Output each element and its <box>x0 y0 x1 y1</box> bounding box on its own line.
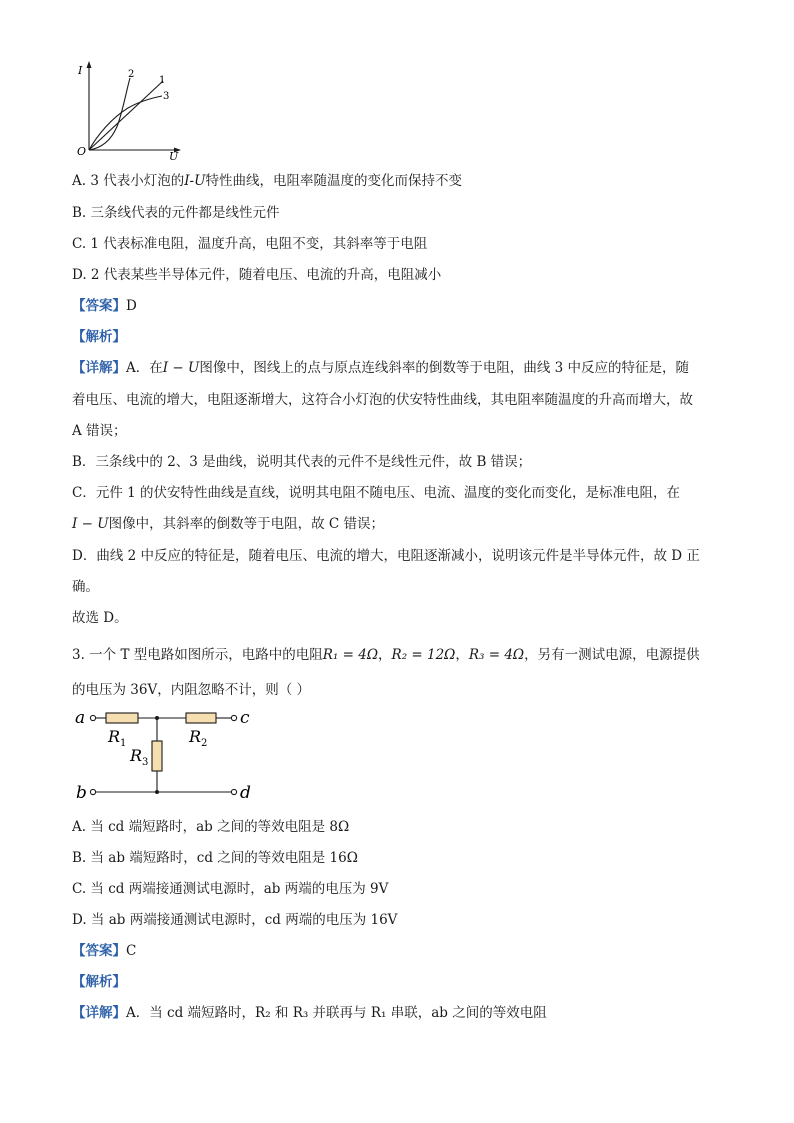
q3-option-a: A. 当 cd 端短路时，ab 之间的等效电阻是 8Ω <box>72 819 350 835</box>
q2-detail-line-5: C．元件 1 的伏安特性曲线是直线，说明其电阻不随电压、电流、温度的变化而变化，是标准电阻，在 <box>72 485 680 501</box>
q3-stem-line-2: 的电压为 36V，内阻忽略不计，则（ ） <box>72 682 311 698</box>
q2-answer-tag: 【答案】 <box>72 298 126 314</box>
q3-r2-eq: R₂ = 12Ω <box>391 647 456 663</box>
curve-label-1: 1 <box>159 75 166 86</box>
r2-label: $R_2$ <box>189 727 208 749</box>
q3-detail-tag: 【详解】 <box>72 1005 126 1021</box>
q2-detail-l6-post: 图像中，其斜率的倒数等于电阻，故 C 错误； <box>108 516 385 532</box>
resistor-r2 <box>186 713 216 723</box>
q3-answer-tag: 【答案】 <box>72 943 126 959</box>
q2-option-d: D. 2 代表某些半导体元件，随着电压、电流的升高，电阻减小 <box>72 267 442 283</box>
resistor-r3 <box>152 741 162 771</box>
graph-y-label: I <box>78 64 83 77</box>
graph-y-arrow <box>87 61 92 68</box>
q2-detail-line-9: 故选 D。 <box>72 610 128 626</box>
q2-option-c: C. 1 代表标准电阻，温度升高，电阻不变，其斜率等于电阻 <box>72 236 428 252</box>
q3-stem-line-1: 3. 一个 T 型电路如图所示，电路中的电阻R₁ = 4Ω，R₂ = 12Ω，R₃ = 4Ω，另有一测试电源，电源提供 <box>72 647 700 663</box>
terminal-d <box>231 789 236 794</box>
curve-label-3: 3 <box>163 91 170 102</box>
graph-origin-label: O <box>77 145 87 158</box>
q3-r1-eq: R₁ = 4Ω <box>322 647 379 663</box>
curve-label-2: 2 <box>128 69 135 80</box>
r1-label: $R_1$ <box>108 727 127 749</box>
resistor-r1 <box>106 713 138 723</box>
q2-detail-line-4: B．三条线中的 2、3 是曲线，说明其代表的元件不是线性元件，故 B 错误； <box>72 454 532 470</box>
q2-analysis <box>72 327 722 347</box>
q2-detail-line-1 <box>72 358 722 378</box>
q3-stem-pre: 3. 一个 T 型电路如图所示，电路中的电阻 <box>72 647 323 663</box>
q2-detail-line-7: D．曲线 2 中反应的特征是，随着电压、电流的增大，电阻逐渐减小，说明该元件是半导体元件，故 D 正 <box>72 548 700 564</box>
q2-detail-line-8: 确。 <box>72 579 99 595</box>
q3-option-b: B. 当 ab 端短路时，cd 之间的等效电阻是 16Ω <box>72 850 358 866</box>
terminal-a-label: a <box>75 708 86 728</box>
q3-option-c: C. 当 cd 两端接通测试电源时，ab 两端的电压为 9V <box>72 881 389 897</box>
q2-detail-tag: 【详解】 <box>72 360 126 376</box>
q3-r3-eq: R₃ = 4Ω <box>468 647 525 663</box>
q2-option-a-pre: A. 3 代表小灯泡的 <box>72 173 185 189</box>
q2-detail-line-6 <box>72 514 722 534</box>
r3-label: $R_3$ <box>130 746 149 768</box>
q3-detail-line-1 <box>72 1003 722 1023</box>
q3-answer <box>72 941 722 961</box>
t-circuit-diagram <box>72 703 272 808</box>
terminal-b <box>90 789 95 794</box>
q2-option-a-post: 特性曲线，电阻率随温度的变化而保持不变 <box>205 173 462 189</box>
q2-detail-line-3: A 错误； <box>72 423 127 439</box>
q2-detail-l6-var: I − U <box>72 516 109 532</box>
q3-answer-value: C <box>126 943 137 959</box>
q2-detail-l1-pre: A．在 <box>126 360 163 376</box>
terminal-a <box>90 715 95 720</box>
q3-stem-post: ，另有一测试电源，电源提供 <box>524 647 700 663</box>
q3-analysis <box>72 972 722 992</box>
curve-1 <box>89 81 163 150</box>
q2-answer-value: D <box>126 298 137 314</box>
terminal-c-label: c <box>240 708 250 728</box>
q2-option-a-var: I-U <box>184 173 206 189</box>
iu-graph <box>74 58 186 162</box>
q3-detail-l1: A．当 cd 端短路时，R₂ 和 R₃ 并联再与 R₁ 串联，ab 之间的等效电阻 <box>126 1005 547 1021</box>
q2-option-b: B. 三条线代表的元件都是线性元件 <box>72 205 280 221</box>
q2-detail-line-2: 着电压、电流的增大，电阻逐渐增大，这符合小灯泡的伏安特性曲线，其电阻率随温度的升高而增大，故 <box>72 392 693 408</box>
q2-option-a <box>72 171 722 191</box>
terminal-c <box>231 715 236 720</box>
q2-answer <box>72 296 722 316</box>
q2-detail-l1-post: 图像中，图线上的点与原点连线斜率的倒数等于电阻，曲线 3 中反应的特征是，随 <box>199 360 690 376</box>
terminal-b-label: b <box>76 783 87 803</box>
curve-3 <box>89 96 162 150</box>
q3-analysis-tag: 【解析】 <box>72 974 126 990</box>
q2-detail-l1-var: I − U <box>162 360 200 376</box>
q3-option-d: D. 当 ab 两端接通测试电源时，cd 两端的电压为 16V <box>72 912 398 928</box>
q2-analysis-tag: 【解析】 <box>72 329 126 345</box>
terminal-d-label: d <box>240 783 251 803</box>
graph-x-label: U <box>169 150 179 162</box>
